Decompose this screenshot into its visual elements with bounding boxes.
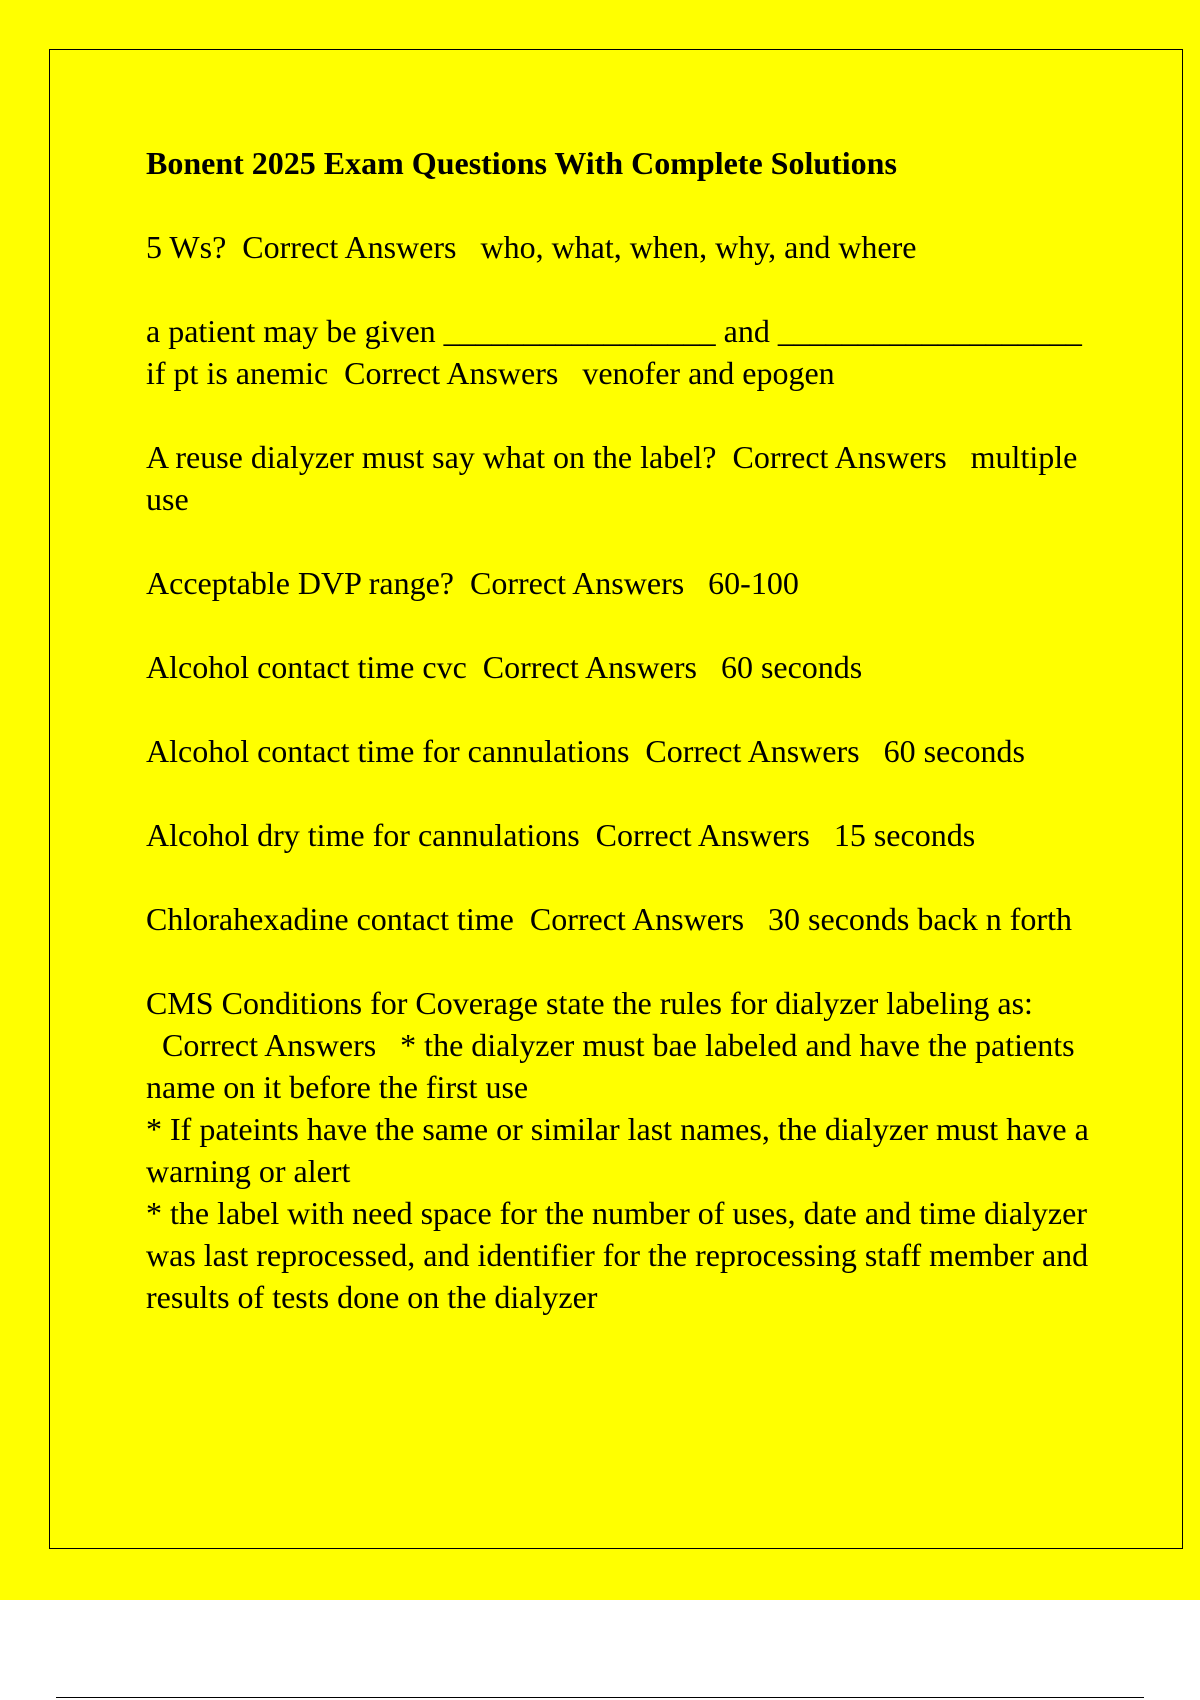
- question-text: A reuse dialyzer must say what on the label?: [146, 439, 717, 475]
- answer-text: multiple use: [146, 439, 1078, 517]
- answer-text: * the dialyzer must bae labeled and have the patients name on it before the first use: [146, 1027, 1075, 1105]
- answer-separator: Correct Answers: [645, 733, 860, 769]
- question-text: Alcohol dry time for cannulations: [146, 817, 580, 853]
- footer-divider: [56, 1697, 1144, 1698]
- answer-text: 60 seconds: [720, 649, 863, 685]
- question-text: Acceptable DVP range?: [146, 565, 454, 601]
- question-text: 5 Ws?: [146, 229, 227, 265]
- answer-text: 60 seconds: [883, 733, 1025, 769]
- qa-item: [146, 310, 1096, 394]
- answer-text: 30 seconds back n forth: [768, 901, 1072, 937]
- qa-item: [146, 982, 1096, 1318]
- qa-item: [146, 646, 1096, 688]
- question-text: Alcohol contact time cvc: [146, 649, 467, 685]
- question-text: Alcohol contact time for cannulations: [146, 733, 630, 769]
- answer-continuation: * the label with need space for the number of uses, date and time dialyzer was last reprocessed, and identifier for the reprocessing staff member and results of tests done on the dialyzer: [146, 1195, 1089, 1315]
- answer-text: 15 seconds: [833, 817, 976, 853]
- qa-item: [146, 814, 1096, 856]
- question-text: CMS Conditions for Coverage state the rules for dialyzer labeling as:: [146, 985, 1033, 1021]
- answer-separator: Correct Answers: [162, 1027, 377, 1063]
- answer-separator: Correct Answers: [529, 901, 745, 937]
- answer-separator: Correct Answers: [732, 439, 947, 475]
- answer-continuation: * If pateints have the same or similar last names, the dialyzer must have a warning or alert: [146, 1111, 1089, 1189]
- qa-item: [146, 898, 1096, 940]
- document-title: Bonent 2025 Exam Questions With Complete Solutions: [146, 145, 897, 181]
- answer-text: venofer and epogen: [582, 355, 835, 391]
- document-content: [146, 142, 1096, 1360]
- qa-item: [146, 562, 1096, 604]
- question-text: Chlorahexadine contact time: [146, 901, 514, 937]
- answer-separator: Correct Answers: [595, 817, 810, 853]
- answer-separator: Correct Answers: [344, 355, 559, 391]
- answer-separator: Correct Answers: [482, 649, 697, 685]
- question-text: a patient may be given _________________ and ___________________ if pt is anemic: [146, 313, 1082, 391]
- qa-item: [146, 226, 1096, 268]
- answer-separator: Correct Answers: [242, 229, 457, 265]
- answer-separator: Correct Answers: [470, 565, 685, 601]
- qa-item: [146, 436, 1096, 520]
- answer-text: 60-100: [708, 565, 799, 601]
- answer-text: who, what, when, why, and where: [480, 229, 917, 265]
- qa-item: [146, 730, 1096, 772]
